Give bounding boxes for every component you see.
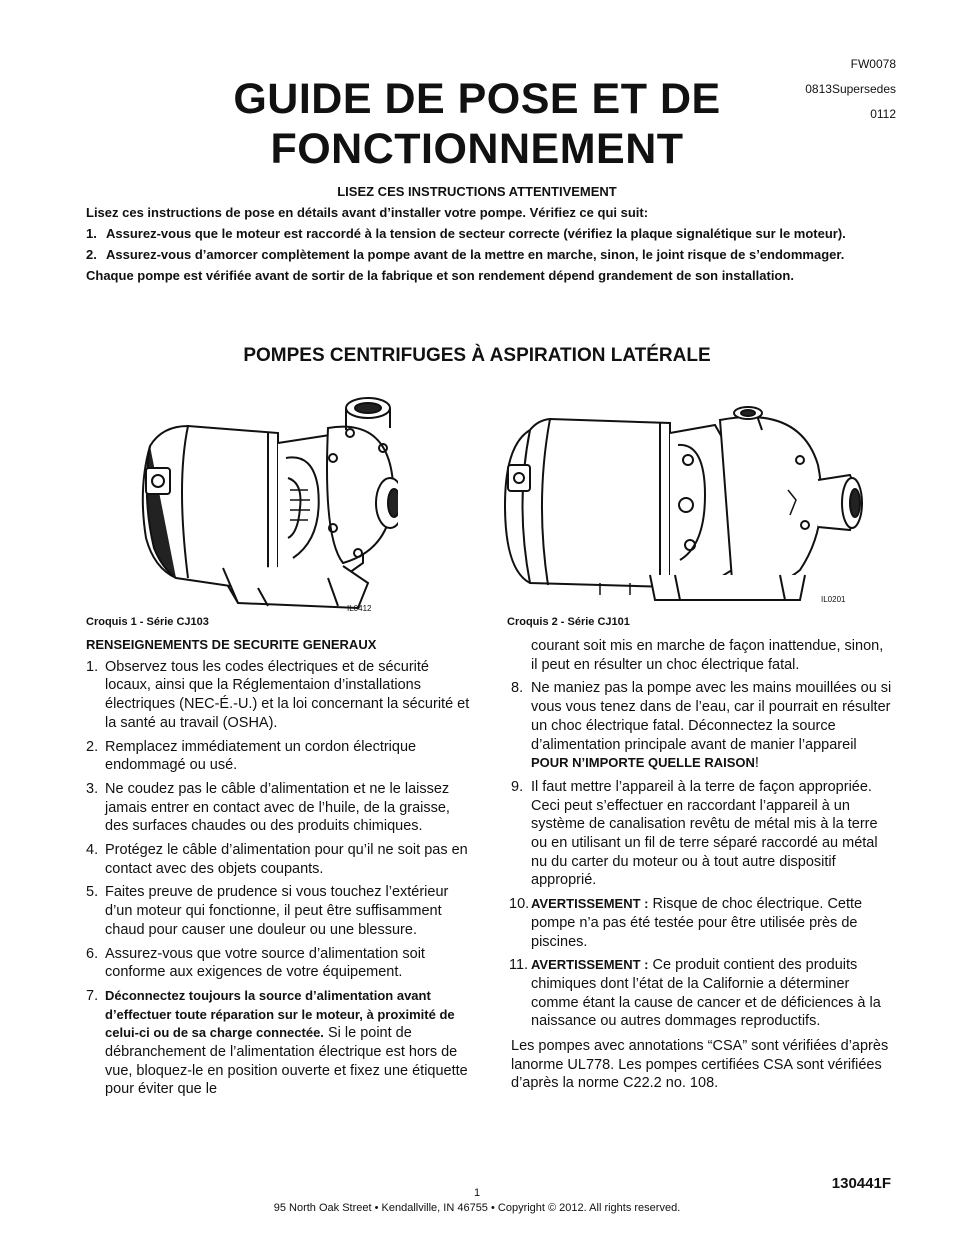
item-text: Risque de choc électrique. Cette pompe n’a pas été testée pour être utilisée près de piscines. <box>531 896 863 950</box>
item-text: Protégez le câble d’alimentation pour qu’il ne soit pas en contact avec des objets coupants. <box>105 842 468 877</box>
safety-item <box>511 895 893 951</box>
item-number: 10. <box>509 896 530 913</box>
safety-column-right <box>511 637 893 1093</box>
checklist-item <box>86 225 886 242</box>
item-number: 9. <box>511 778 524 795</box>
pre-install-checklist <box>86 225 886 263</box>
item-warning-bold: AVERTISSEMENT : <box>531 896 649 912</box>
page-title <box>0 74 954 174</box>
item-warning-bold: AVERTISSEMENT : <box>531 957 649 973</box>
item-number: 3. <box>86 780 99 797</box>
item-text: Ne maniez pas la pompe avec les mains mouillées ou si vous vous tenez dans de l’eau, car il pourrait en résulter un choc électrique fatal. Déconnectez la source d’alimentation principale avant de manier l’appareil <box>531 680 892 753</box>
item-number: 11. <box>509 957 529 974</box>
item-text: Ce produit contient des produits chimiques dont l’état de la Californie a déterminer comme étant la cause de cancer et de déficiences à la naissance ou autres dommages reproductifs. <box>531 957 881 1030</box>
figure-caption: Croquis 2 - Série CJ101 <box>507 616 630 628</box>
doc-supersedes: 0813Supersedes <box>805 82 896 96</box>
safety-item <box>86 738 472 775</box>
title-line-1: GUIDE DE POSE ET DE <box>233 75 721 123</box>
figure-caption: Croquis 1 - Série CJ103 <box>86 616 209 628</box>
safety-item <box>511 956 893 1031</box>
csa-note: Les pompes avec annotations “CSA” sont vérifiées d’après lanorme UL778. Les pompes certifiées CSA sont vérifiées d’après la norme C22.2 no. 108. <box>511 1038 889 1092</box>
intro-closing: Chaque pompe est vérifiée avant de sortir de la fabrique et son rendement dépend grandement de son installation. <box>86 268 794 283</box>
checklist-number: 2. <box>86 247 97 262</box>
figure-code: IL0201 <box>821 595 846 604</box>
pump-cj103-illustration <box>128 388 398 613</box>
item-text-end: ! <box>754 755 759 772</box>
intro-block <box>86 204 886 288</box>
figure-code: IL0412 <box>347 604 372 613</box>
safety-item <box>86 945 472 982</box>
item-7-continued: courant soit mis en marche de façon inattendue, sinon, il peut en résulter un choc électrique fatal. <box>531 638 884 673</box>
item-text: Il faut mettre l’appareil à la terre de façon appropriée. Ceci peut s’effectuer en raccordant l’appareil à un système de canalisation revêtu de métal mis à la terre ou en utilisant un fil de terre séparé raccordé au métal nu du carter du moteur ou à tout autre dispositif approprié. <box>531 778 878 889</box>
item-number: 7. <box>86 987 99 1004</box>
page-number: 1 <box>473 1187 481 1199</box>
item-text: Si le point de débranchement de l’alimentation électrique est hors de vue, bloquez-le en position ouverte et fixez une étiquette pour éviter que le <box>105 1025 468 1098</box>
safety-item <box>86 987 472 1099</box>
item-warning-bold: Déconnectez toujours la source d’alimentation avant d’effectuer toute réparation sur le moteur, à proximité de celui-ci ou de sa charge connectée. <box>105 987 455 1041</box>
safety-list-continued <box>511 679 893 1031</box>
checklist-number: 1. <box>86 226 97 241</box>
safety-column-left <box>86 636 472 1104</box>
item-number: 5. <box>86 884 99 901</box>
item-text: Faites preuve de prudence si vous touchez l’extérieur d’un moteur qui fonctionne, il peut être suffisamment chaud pour causer une douleur ou une blessure. <box>105 884 449 938</box>
item-text: Remplacez immédiatement un cordon électrique endommagé ou usé. <box>105 738 417 774</box>
checklist-text: Assurez-vous d’amorcer complètement la pompe avant de la mettre en marche, sinon, le joint risque de s’endommager. <box>106 247 845 262</box>
item-emphasis: POUR N’IMPORTE QUELLE RAISON <box>531 755 755 771</box>
safety-item <box>86 658 472 733</box>
safety-item <box>86 780 472 836</box>
safety-item <box>511 778 893 890</box>
checklist-item <box>86 246 886 263</box>
safety-item <box>511 679 893 773</box>
safety-item <box>86 883 472 939</box>
doc-code: FW0078 <box>850 57 896 71</box>
part-number: 130441F <box>831 1175 891 1192</box>
safety-list <box>86 658 472 1099</box>
read-instructions-heading: LISEZ CES INSTRUCTIONS ATTENTIVEMENT <box>337 184 617 199</box>
item-number: 1. <box>86 658 99 675</box>
intro-lead: Lisez ces instructions de pose en détails avant d’installer votre pompe. Vérifiez ce qui suit: <box>86 205 649 220</box>
section-title: POMPES CENTRIFUGES À ASPIRATION LATÉRALE <box>243 345 711 366</box>
pump-cj101-illustration <box>500 405 865 605</box>
item-number: 8. <box>511 680 524 697</box>
item-number: 4. <box>86 842 99 859</box>
checklist-text: Assurez-vous que le moteur est raccordé à la tension de secteur correcte (vérifiez la plaque signalétique sur le moteur). <box>106 226 846 241</box>
item-text: Ne coudez pas le câble d’alimentation et ne le laissez jamais entrer en contact avec de l’huile, de la graisse, des surfaces chaudes ou des produits chimiques. <box>105 780 450 835</box>
item-text: Observez tous les codes électriques et de sécurité locaux, ainsi que la Réglementaion d’installations électriques (NEC-É.-U.) et la loi concernant la sécurité et la santé au travail (OSHA). <box>105 658 470 731</box>
item-text: Assurez-vous que votre source d’alimentation soit conforme aux exigences de votre équipement. <box>105 945 425 981</box>
doc-date-code: 0112 <box>870 107 896 121</box>
item-number: 2. <box>86 738 99 755</box>
item-number: 6. <box>86 945 99 962</box>
title-line-2: FONCTIONNEMENT <box>270 125 684 173</box>
safety-item <box>86 841 472 878</box>
footer-address: 95 North Oak Street • Kendallville, IN 46755 • Copyright © 2012. All rights reserved. <box>273 1202 681 1214</box>
safety-heading: RENSEIGNEMENTS DE SECURITE GENERAUX <box>86 637 377 652</box>
